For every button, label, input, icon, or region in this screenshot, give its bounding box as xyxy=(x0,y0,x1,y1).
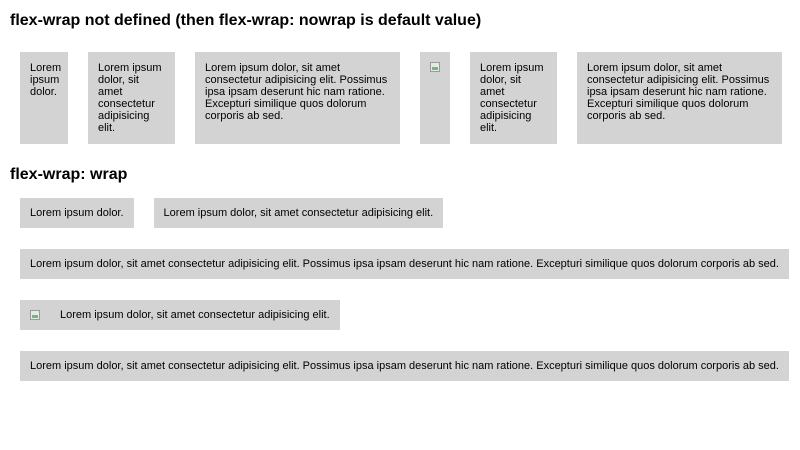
broken-image-icon xyxy=(30,310,40,320)
flex-item-image xyxy=(420,52,450,144)
flex-item-text: Lorem ipsum dolor, sit amet consectetur adipisicing elit. xyxy=(163,207,434,219)
broken-image-icon xyxy=(430,62,440,72)
flex-item xyxy=(50,300,340,330)
flex-item-text: Lorem ipsum dolor, sit amet consectetur adipisicing elit. Possimus ipsa ipsam deserunt hic nam ratione. Excepturi similique quos dolorum corporis ab sed. xyxy=(205,62,388,122)
flex-item-text: Lorem ipsum dolor, sit amet consectetur adipisicing elit. Possimus ipsa ipsam deserunt hic nam ratione. Excepturi similique quos dolorum corporis ab sed. xyxy=(587,62,770,122)
flex-item-image xyxy=(20,300,50,330)
flex-item-text: Lorem ipsum dolor, sit amet consectetur adipisicing elit. xyxy=(480,62,544,134)
flex-item xyxy=(88,52,175,144)
flex-item xyxy=(20,198,134,228)
flex-item-text: Lorem ipsum dolor, sit amet consectetur adipisicing elit. xyxy=(98,62,162,134)
wrap-container xyxy=(10,198,790,402)
flex-item xyxy=(195,52,400,144)
section2-title: flex-wrap: wrap xyxy=(10,166,128,183)
flex-item-text: Lorem ipsum dolor. xyxy=(30,62,62,98)
section1-title: flex-wrap not defined (then flex-wrap: nowrap is default value) xyxy=(10,12,482,29)
flex-item xyxy=(470,52,557,144)
flex-item xyxy=(577,52,782,144)
flex-item xyxy=(20,351,789,381)
flex-item-text: Lorem ipsum dolor, sit amet consectetur adipisicing elit. Possimus ipsa ipsam deserunt hic nam ratione. Excepturi similique quos dolorum corporis ab sed. xyxy=(30,360,779,372)
flex-item xyxy=(20,249,789,279)
flex-item-text: Lorem ipsum dolor, sit amet consectetur adipisicing elit. xyxy=(60,309,330,321)
flex-item-text: Lorem ipsum dolor. xyxy=(30,207,124,219)
nowrap-container xyxy=(10,52,790,144)
flex-item-text: Lorem ipsum dolor, sit amet consectetur adipisicing elit. Possimus ipsa ipsam deserunt hic nam ratione. Excepturi similique quos dolorum corporis ab sed. xyxy=(30,258,779,270)
flex-item xyxy=(154,198,444,228)
flex-item xyxy=(20,52,68,144)
